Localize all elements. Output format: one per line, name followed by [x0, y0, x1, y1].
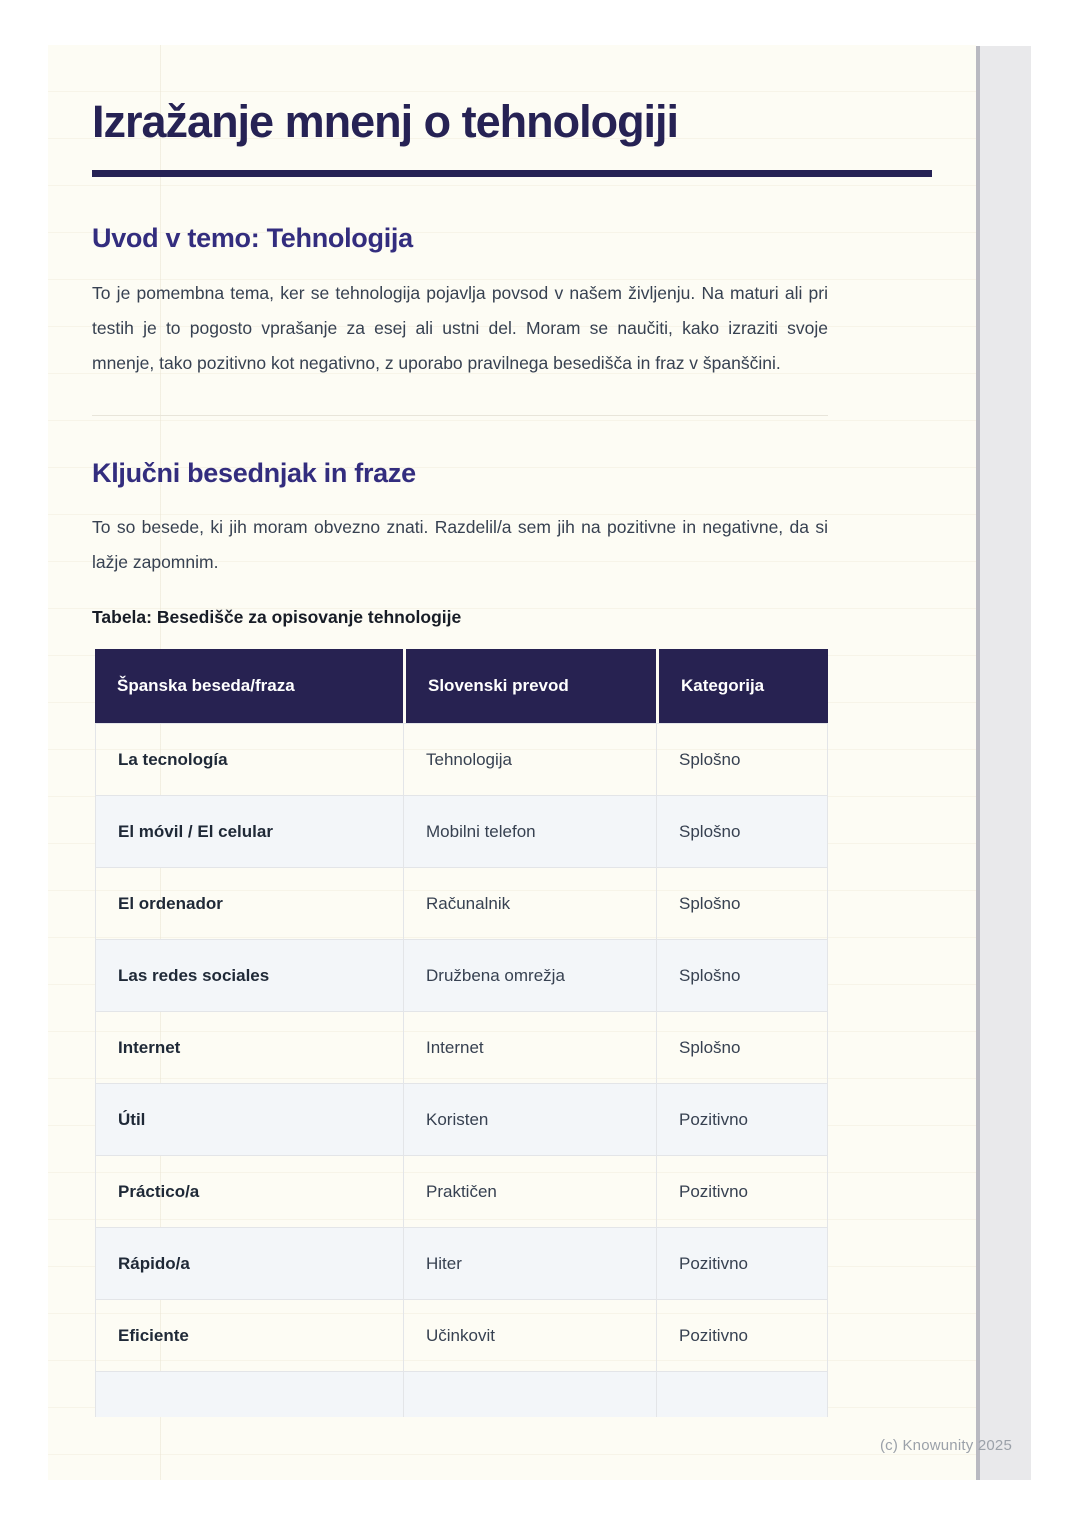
cell-spanish: La tecnología — [95, 723, 403, 795]
table-row — [95, 939, 828, 1011]
cell-spanish: El móvil / El celular — [95, 795, 403, 867]
cell-slovene: Učinkovit — [403, 1299, 656, 1371]
section-divider — [92, 415, 828, 416]
cell-slovene: Praktičen — [403, 1155, 656, 1227]
cell-spanish: Las redes sociales — [95, 939, 403, 1011]
table-header-row — [95, 649, 828, 723]
table-row — [95, 1083, 828, 1155]
cell-category: Splošno — [656, 1011, 828, 1083]
cell-spanish: Útil — [95, 1083, 403, 1155]
document-content — [92, 45, 932, 1417]
cell-spanish: Rápido/a — [95, 1227, 403, 1299]
table-row — [95, 867, 828, 939]
table-row — [95, 795, 828, 867]
cell-spanish: Eficiente — [95, 1299, 403, 1371]
page-title: Izražanje mnenj o tehnologiji — [92, 96, 679, 147]
cell-category: Pozitivno — [656, 1083, 828, 1155]
table-caption-label: Tabela: Besedišče za opisovanje tehnologije — [92, 607, 462, 628]
cell-category: Splošno — [656, 939, 828, 1011]
intro-paragraph: To je pomembna tema, ker se tehnologija pojavlja povsod v našem življenju. Na maturi ali pri testih je to pogosto vprašanje za esej ali ustni del. Moram se naučiti, kako izraziti svoje mnenje, tako pozitivno kot negativno, z uporabo pravilnega besedišča in fraz v španščini. — [92, 282, 828, 373]
table-row — [95, 1155, 828, 1227]
cell-spanish: El ordenador — [95, 867, 403, 939]
section-heading-vocab: Ključni besednjak in fraze — [92, 457, 416, 488]
cell-spanish: Práctico/a — [95, 1155, 403, 1227]
column-header-category: Kategorija — [656, 649, 828, 723]
document-page — [48, 45, 976, 1480]
table-row — [95, 1299, 828, 1371]
cell-slovene: Računalnik — [403, 867, 656, 939]
table-row — [95, 1227, 828, 1299]
cell-spanish: Internet — [95, 1011, 403, 1083]
table-row — [95, 723, 828, 795]
cell-slovene: Hiter — [403, 1227, 656, 1299]
cell-slovene — [403, 1371, 656, 1417]
table-header — [95, 649, 828, 723]
cell-category: Splošno — [656, 867, 828, 939]
cell-category: Pozitivno — [656, 1155, 828, 1227]
cell-category: Pozitivno — [656, 1227, 828, 1299]
cell-category — [656, 1371, 828, 1417]
table-row — [95, 1011, 828, 1083]
watermark-text: (c) Knowunity 2025 — [879, 1437, 1012, 1454]
column-header-slovene: Slovenski prevod — [403, 649, 656, 723]
title-underline-rule — [92, 170, 932, 177]
vocab-table — [95, 649, 828, 1417]
column-header-spanish: Španska beseda/fraza — [95, 649, 403, 723]
vocab-paragraph: To so besede, ki jih moram obvezno znati. Razdelil/a sem jih na pozitivne in negativne, da si lažje zapomnim. — [92, 517, 828, 573]
cell-slovene: Družbena omrežja — [403, 939, 656, 1011]
cell-category: Pozitivno — [656, 1299, 828, 1371]
cell-slovene: Mobilni telefon — [403, 795, 656, 867]
section-heading-intro: Uvod v temo: Tehnologija — [92, 223, 413, 254]
cell-slovene: Internet — [403, 1011, 656, 1083]
cell-slovene: Koristen — [403, 1083, 656, 1155]
scrollbar-track[interactable] — [976, 46, 1031, 1480]
cell-category: Splošno — [656, 795, 828, 867]
cell-category: Splošno — [656, 723, 828, 795]
cell-spanish — [95, 1371, 403, 1417]
table-row-partial — [95, 1371, 828, 1417]
cell-slovene: Tehnologija — [403, 723, 656, 795]
